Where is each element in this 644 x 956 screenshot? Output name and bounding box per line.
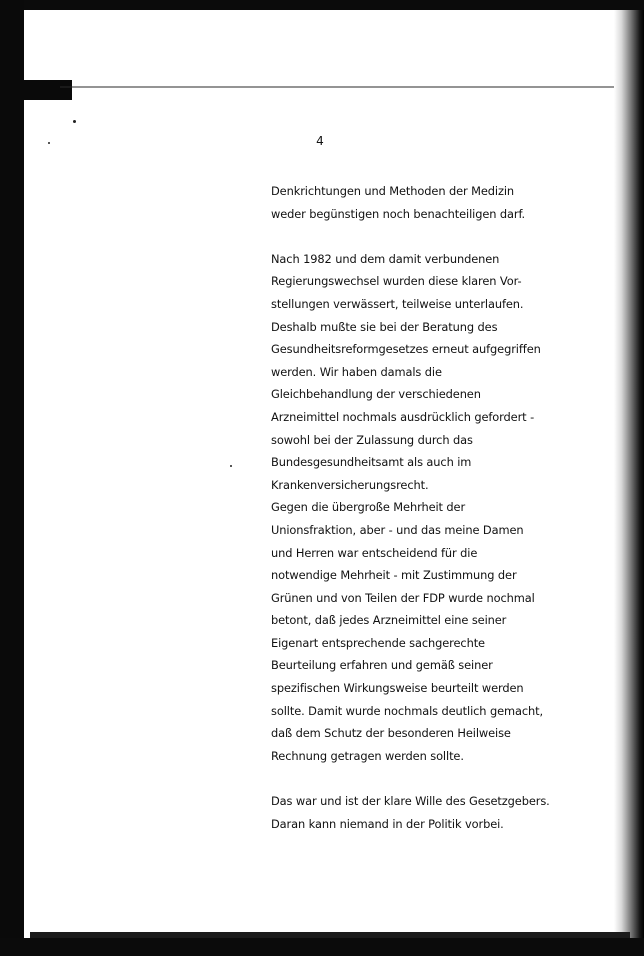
scan-page-edge [60,86,620,88]
text-line: notwendige Mehrheit - mit Zustimmung der [271,568,517,583]
text-line: Deshalb mußte sie bei der Beratung des [271,319,498,334]
scan-dust-speck [73,120,76,123]
scan-right-border [614,10,644,940]
text-line: sowohl bei der Zulassung durch das [271,432,473,447]
scan-dust-speck [48,142,50,144]
paragraph [271,180,533,225]
text-line: Daran kann niemand in der Politik vorbei. [271,816,504,831]
text-line: Gesundheitsreformgesetzes erneut aufgegriffen [271,342,541,357]
text-line: und Herren war entscheidend für die [271,545,478,560]
paragraph [271,248,544,768]
text-line: Denkrichtungen und Methoden der Medizin [271,184,515,198]
text-line: Nach 1982 und dem damit verbundenen [271,251,500,266]
text-line: Rechnung getragen werden sollte. [271,748,464,763]
text-line: werden. Wir haben damals die [271,364,442,379]
text-line: spezifischen Wirkungsweise beurteilt werden [271,681,524,696]
paragraph [271,790,550,835]
text-line: Unionsfraktion, aber - und das meine Damen [271,522,524,537]
text-line: Gegen die übergroße Mehrheit der [271,500,466,515]
text-line: Krankenversicherungsrecht. [271,477,429,492]
document-body [271,180,550,835]
text-line: Grünen und von Teilen der FDP wurde nochmal [271,590,535,605]
text-line: Beurteilung erfahren und gemäß seiner [271,658,493,673]
scan-left-border [0,0,24,956]
text-line: Regierungswechsel wurden diese klaren Vor- [271,274,522,289]
page-number: 4 [316,134,324,148]
scan-dust-speck [230,465,232,467]
text-line: betont, daß jedes Arzneimittel eine seiner [271,613,507,628]
scan-artifact-tab [24,80,72,100]
text-line: weder begünstigen noch benachteiligen darf. [271,206,526,221]
scan-top-border [0,0,644,10]
text-line: sollte. Damit wurde nochmals deutlich gemacht, [271,703,544,718]
text-line: stellungen verwässert, teilweise unterlaufen. [271,296,524,311]
text-line: Bundesgesundheitsamt als auch im [271,455,472,470]
text-line: Das war und ist der klare Wille des Gesetzgebers. [271,794,550,809]
text-line: Gleichbehandlung der verschiedenen [271,387,481,402]
scan-bottom-border [0,938,644,956]
text-line: Arzneimittel nochmals ausdrücklich gefordert - [271,409,535,424]
text-line: Eigenart entsprechende sachgerechte [271,635,485,650]
text-line: daß dem Schutz der besonderen Heilweise [271,726,511,741]
